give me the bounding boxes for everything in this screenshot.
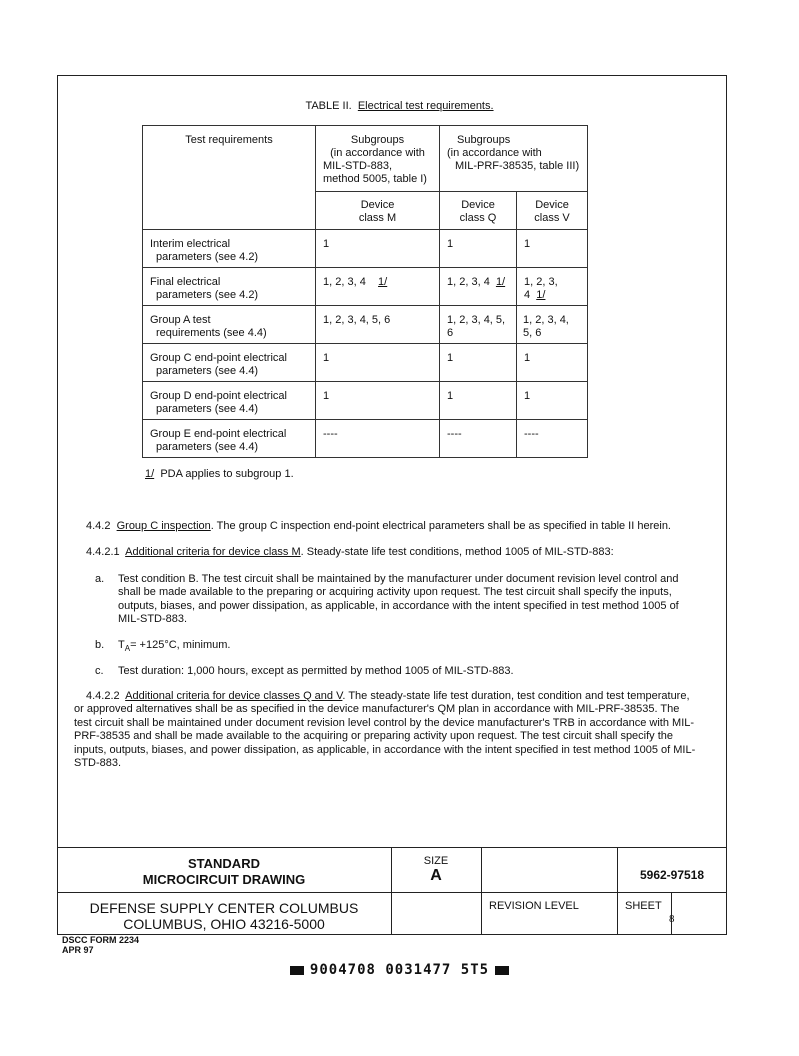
para-4-4-2: 4.4.2 Group C inspection. The group C inspection end-point electrical parameters shall be as specified in table II herein. xyxy=(86,520,671,532)
sheet-label: SHEET xyxy=(625,900,662,912)
table-title-text: Electrical test requirements. xyxy=(357,100,494,112)
table-row: Final electrical parameters (see 4.2) 1, 2, 3, 4 1/ 1, 2, 3, 4 1/ 1, 2, 3, 4 1/ xyxy=(143,268,588,306)
table-row: Group E end-point electrical parameters (see 4.4) ---- ---- ---- xyxy=(143,420,588,458)
item-c-label: c. xyxy=(95,665,104,677)
header-subgroups-883: Subgroups (in accordance with MIL-STD-883, method 5005, table I) xyxy=(316,126,440,192)
header-class-q: Device class Q xyxy=(440,192,517,230)
header-test-requirements: Test requirements xyxy=(143,126,316,230)
barcode-block-left xyxy=(290,966,304,975)
form-id: DSCC FORM 2234 APR 97 xyxy=(62,935,140,955)
table-row: Group C end-point electrical parameters (see 4.4) 1 1 1 xyxy=(143,344,588,382)
header-subgroups-38535: Subgroups (in accordance with MIL-PRF-38535, table III) xyxy=(440,126,588,192)
item-c-text: Test duration: 1,000 hours, except as permitted by method 1005 of MIL-STD-883. xyxy=(118,665,514,677)
table-title: TABLE II. Electrical test requirements. xyxy=(305,100,494,112)
item-a-label: a. xyxy=(95,573,105,585)
drawing-number: 5962-97518 xyxy=(639,868,705,882)
item-b-label: b. xyxy=(95,639,105,651)
table-row: Group A test requirements (see 4.4) 1, 2, 3, 4, 5, 6 1, 2, 3, 4, 5, 6 1, 2, 3, 4, 5, 6 xyxy=(143,306,588,344)
revision-level-label: REVISION LEVEL xyxy=(489,900,579,912)
para-4-4-2-1: 4.4.2.1 Additional criteria for device class M. Steady-state life test conditions, method 1005 of MIL-STD-883: xyxy=(86,546,614,558)
header-class-v: Device class V xyxy=(517,192,588,230)
barcode-line: 9004708 0031477 5T5 xyxy=(0,962,799,978)
electrical-test-table xyxy=(142,125,588,458)
item-b-text: $T_A= +125^\circ C$, minimum. xyxy=(118,639,231,654)
table-row: Interim electrical parameters (see 4.2) 1 1 1 xyxy=(143,230,588,268)
barcode-block-right xyxy=(495,966,509,975)
table-footnote: 1/ PDA applies to subgroup 1. xyxy=(145,468,294,480)
item-a-text: Test condition B. The test circuit shall be maintained by the manufacturer under document revision level control and shall be made available to the preparing or acquiring activity upon request. The test circuit shall specify the inputs, outputs, biases, and power dissipation, as applicable, in accordance with the intent specified in test method 1005 of MIL-STD-883. xyxy=(118,573,679,626)
title-block xyxy=(57,847,727,935)
size-cell: SIZE A xyxy=(423,855,449,884)
header-class-m: Device class M xyxy=(316,192,440,230)
dscc-address: DEFENSE SUPPLY CENTER COLUMBUS COLUMBUS, OHIO 43216-5000 xyxy=(89,900,359,932)
sheet-number: 8 xyxy=(669,913,675,925)
para-4-4-2-2: 4.4.2.2 Additional criteria for device classes Q and V. The steady-state life test duration, test condition and test temperature, or approved alternatives shall be as specified in the device manufacturer's QM plan in accordance with MIL-PRF-38535. The test circuit shall be maintained under document revision level control by the device manufacturer's TRB in accordance with MIL- PRF-38535 and shall be made available to the acquiring or preparing activity upon request. The test circuit shall specify the inputs, outputs, biases, and power dissipation, as applicable, in accordance with the intent specified in test method 1005 of MIL- STD-883. xyxy=(74,690,696,770)
table-row: Group D end-point electrical parameters (see 4.4) 1 1 1 xyxy=(143,382,588,420)
standard-drawing-title: STANDARD MICROCIRCUIT DRAWING xyxy=(142,856,306,887)
